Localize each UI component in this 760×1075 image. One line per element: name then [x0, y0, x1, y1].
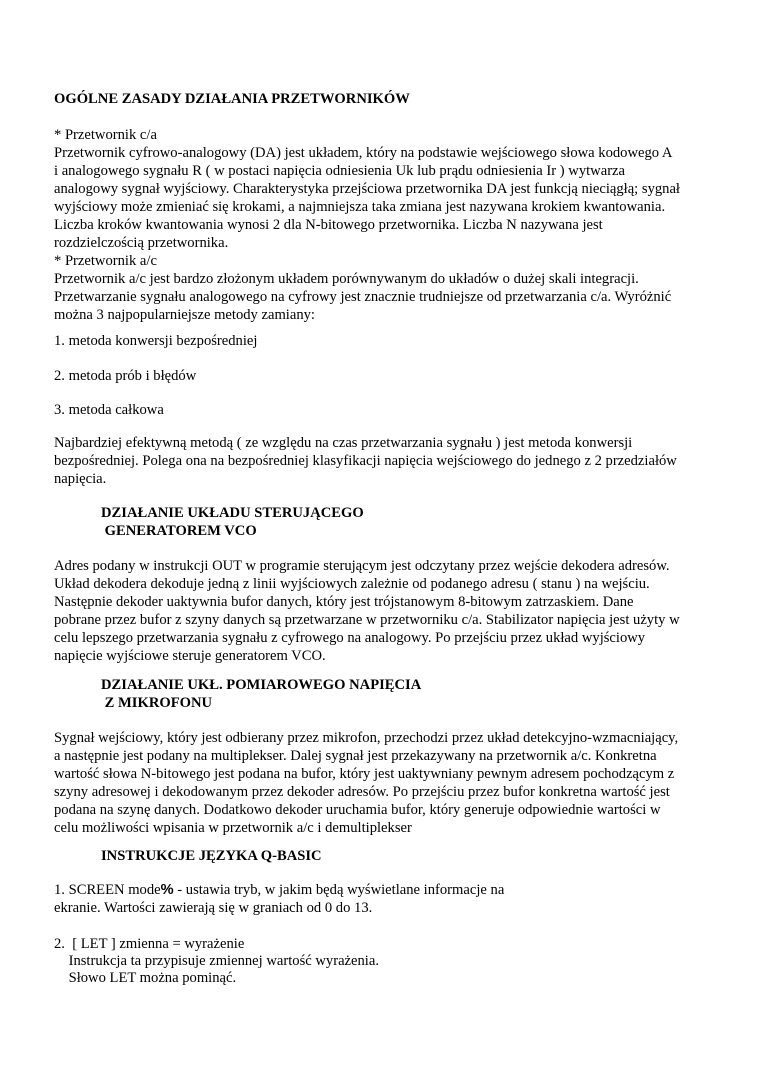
paragraph-line: rozdzielczością przetwornika. — [54, 235, 229, 251]
paragraph-line: podana na szynę danych. Dodatkowo dekoder uruchamia bufor, który generuje odpowiednie wartości w — [54, 802, 661, 818]
paragraph-line: wartość słowa N-bitowego jest podana na bufor, który jest uaktywniany pewnym adresem pochodzącym z — [54, 766, 675, 782]
qbasic-item-1-prefix: 1. SCREEN mode — [54, 882, 161, 898]
paragraph-line: Sygnał wejściowy, który jest odbierany przez mikrofon, przechodzi przez układ detekcyjno-wzmacniający, — [54, 730, 679, 746]
document-title: OGÓLNE ZASADY DZIAŁANIA PRZETWORNIKÓW — [54, 91, 410, 107]
paragraph-line: analogowy sygnał wyjściowy. Charakterystyka przejściowa przetwornika DA jest funkcją nieciągłą; sygnał — [54, 181, 680, 197]
section-ac-summary — [54, 434, 706, 488]
method-item: 1. metoda konwersji bezpośredniej — [54, 333, 258, 349]
method-item: 3. metoda całkowa — [54, 402, 164, 418]
section-qbasic-heading: INSTRUKCJE JĘZYKA Q-BASIC — [101, 848, 322, 864]
section-ac-header: * Przetwornik a/c — [54, 253, 157, 269]
qbasic-item-1-line2: ekranie. Wartości zawierają się w graniach od 0 do 13. — [54, 900, 373, 916]
paragraph-line: można 3 najpopularniejsze metody zamiany: — [54, 307, 315, 323]
qbasic-item-1 — [54, 881, 504, 899]
heading-line: Z MIKROFONU — [101, 695, 213, 711]
section-ca — [54, 126, 706, 324]
heading-line: GENERATOREM VCO — [101, 523, 257, 539]
paragraph-line: napięcia. — [54, 471, 107, 487]
paragraph-line: a następnie jest podany na multiplekser. Dalej sygnał jest przekazywany na przetwornik a/c. Konkretna — [54, 748, 657, 764]
paragraph-line: i analogowego sygnału R ( w postaci napięcia odniesienia Uk lub prądu odniesienia Ir ) wytwarza — [54, 163, 626, 179]
qbasic-item-1-suffix: - ustawia tryb, w jakim będą wyświetlane informacje na — [173, 882, 505, 898]
section-mic-heading — [101, 676, 421, 712]
paragraph-line: Następnie dekoder uaktywnia bufor danych, który jest trójstanowym 8-bitowym zatrzaskiem. Dane — [54, 594, 634, 610]
paragraph-line: wyjściowy może zmieniać się krokami, a najmniejsza taka zmiana jest nazywana krokiem kwantowania. — [54, 199, 666, 215]
paragraph-line: Przetwarzanie sygnału analogowego na cyfrowy jest znacznie trudniejsze od przetwarzania c/a. Wyróżnić — [54, 289, 672, 305]
heading-line: DZIAŁANIE UKŁADU STERUJĄCEGO — [101, 505, 364, 521]
heading-line: DZIAŁANIE UKŁ. POMIAROWEGO NAPIĘCIA — [101, 677, 422, 693]
paragraph-line: bezpośredniej. Polega ona na bezpośredniej klasyfikacji napięcia wejściowego do jednego z 2 przedziałów — [54, 453, 677, 469]
section-vco-heading — [101, 504, 364, 540]
paragraph-line: Przetwornik a/c jest bardzo złożonym układem porównywanym do układów o dużej skali integracji. — [54, 271, 639, 287]
qbasic-item-2-line2: Instrukcja ta przypisuje zmiennej wartość wyrażenia. — [54, 953, 379, 969]
paragraph-line: Liczba kroków kwantowania wynosi 2 dla N-bitowego przetwornika. Liczba N nazywana jest — [54, 217, 603, 233]
section-vco-body — [54, 557, 706, 665]
paragraph-line: celu możliwości wpisania w przetwornik a/c i demultiplekser — [54, 820, 412, 836]
section-mic-body — [54, 729, 706, 837]
paragraph-line: celu lepszego przetwarzania sygnału z cyfrowego na analogowy. Po przejściu przez układ wyjściowy — [54, 630, 646, 646]
qbasic-item-2-line3: Słowo LET można pominąć. — [54, 970, 237, 986]
percent-symbol: % — [160, 882, 174, 898]
paragraph-line: napięcie wyjściowe steruje generatorem VCO. — [54, 648, 326, 664]
method-item: 2. metoda prób i błędów — [54, 368, 197, 384]
paragraph-line: Najbardziej efektywną metodą ( ze względu na czas przetwarzania sygnału ) jest metoda konwersji — [54, 435, 633, 451]
qbasic-item-2: 2. [ LET ] zmienna = wyrażenie — [54, 936, 245, 952]
paragraph-line: szyny adresowej i dekodowanym przez dekoder adresów. Po przejściu przez bufor konkretna wartość jest — [54, 784, 670, 800]
paragraph-line: pobrane przez bufor z szyny danych są przetwarzane w przetworniku c/a. Stabilizator napięcia jest użyty w — [54, 612, 680, 628]
paragraph-line: Adres podany w instrukcji OUT w programie sterującym jest odczytany przez wejście dekodera adresów. — [54, 558, 670, 574]
paragraph-line: Przetwornik cyfrowo-analogowy (DA) jest układem, który na podstawie wejściowego słowa kodowego A — [54, 145, 673, 161]
section-ca-header: * Przetwornik c/a — [54, 127, 157, 143]
paragraph-line: Układ dekodera dekoduje jedną z linii wyjściowych zależnie od podanego adresu ( stanu ) na wejściu. — [54, 576, 650, 592]
